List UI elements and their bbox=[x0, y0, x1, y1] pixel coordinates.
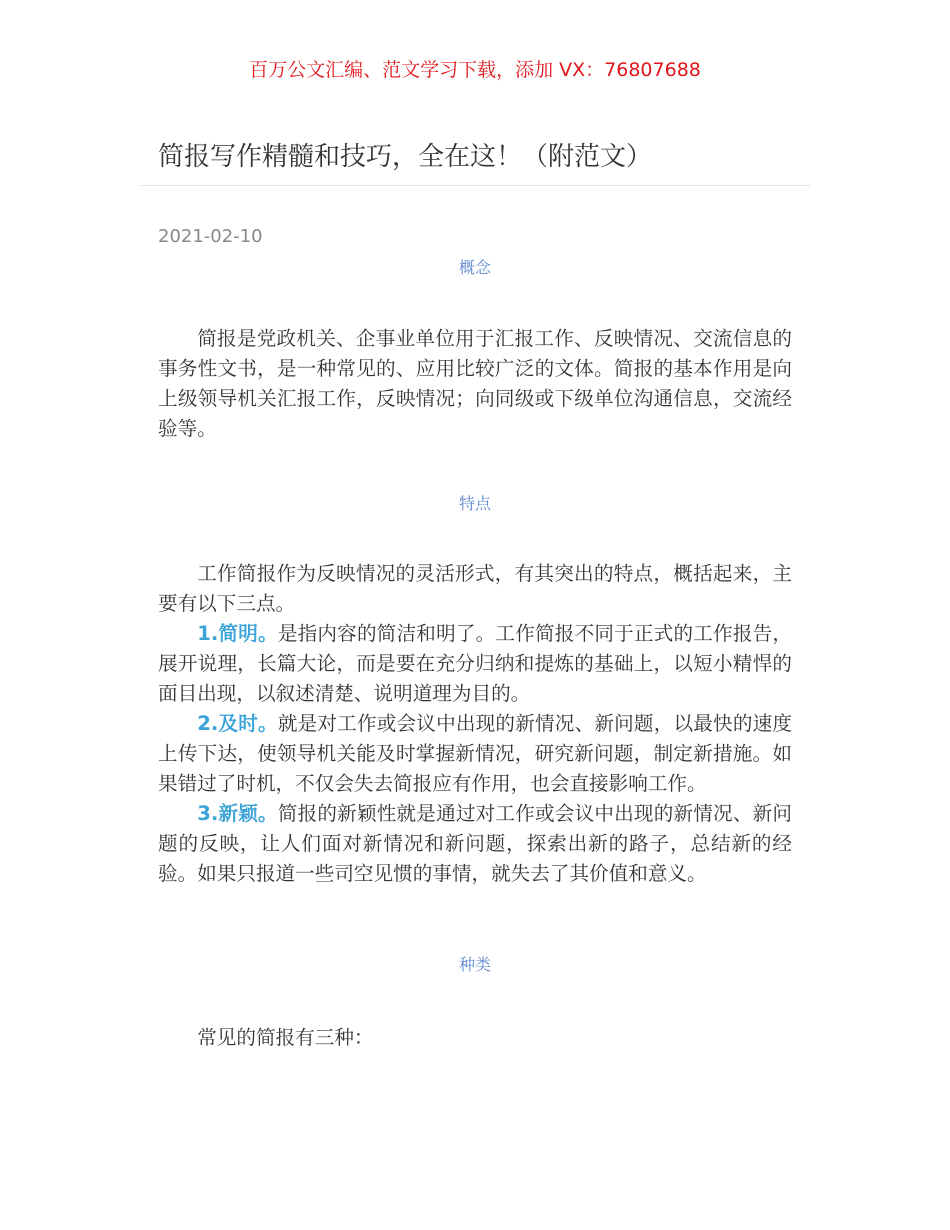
page-title: 简报写作精髓和技巧，全在这！（附范文） bbox=[158, 142, 653, 172]
feature-text: 简报的新颖性就是通过对工作或会议中出现的新情况、新问题的反映，让人们面对新情况和新问题，探索出新的路子，总结新的经验。如果只报道一些司空见惯的事情，就失去了其价值和意义。 bbox=[158, 802, 793, 885]
feature-item bbox=[158, 799, 792, 889]
features-intro: 工作简报作为反映情况的灵活形式，有其突出的特点，概括起来，主要有以下三点。 bbox=[158, 562, 792, 615]
section-heading-features: 特点 bbox=[458, 494, 491, 513]
feature-label: 3.新颖。 bbox=[197, 802, 278, 825]
section-heading-types: 种类 bbox=[458, 955, 491, 974]
feature-item bbox=[158, 619, 792, 709]
divider bbox=[140, 185, 810, 186]
types-intro: 常见的简报有三种： bbox=[197, 1026, 374, 1049]
concept-paragraph bbox=[158, 324, 792, 444]
feature-text: 就是对工作或会议中出现的新情况、新问题，以最快的速度上传下达，使领导机关能及时掌握新情况，研究新问题，制定新措施。如果错过了时机，不仅会失去简报应有作用，也会直接影响工作。 bbox=[158, 712, 793, 795]
feature-label: 1.简明。 bbox=[197, 622, 278, 645]
concept-text: 简报是党政机关、企事业单位用于汇报工作、反映情况、交流信息的事务性文书，是一种常见的、应用比较广泛的文体。简报的基本作用是向上级领导机关汇报工作，反映情况；向同级或下级单位沟通信息，交流经验等。 bbox=[158, 327, 792, 440]
promo-banner: 百万公文汇编、范文学习下载，添加 VX：76807688 bbox=[249, 59, 701, 81]
feature-label: 2.及时。 bbox=[197, 712, 278, 735]
section-heading-concept: 概念 bbox=[458, 258, 491, 277]
features-block bbox=[158, 559, 792, 889]
feature-item bbox=[158, 709, 792, 799]
types-block bbox=[158, 1023, 792, 1053]
feature-text: 是指内容的简洁和明了。工作简报不同于正式的工作报告，展开说理，长篇大论，而是要在充分归纳和提炼的基础上，以短小精悍的面目出现，以叙述清楚、说明道理为目的。 bbox=[158, 622, 793, 705]
publish-date: 2021-02-10 bbox=[158, 226, 263, 247]
